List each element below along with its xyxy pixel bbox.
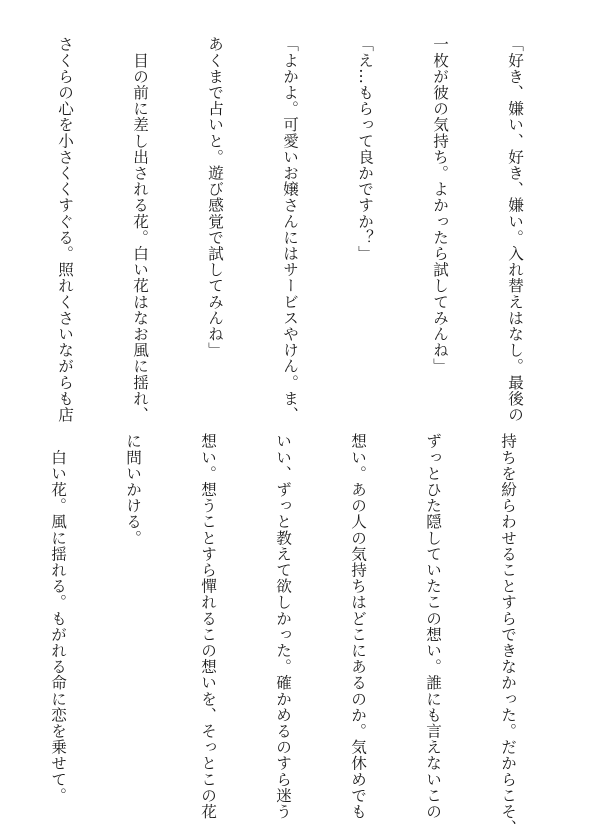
text-line: 想い。あの人の気持ちはどこにあるのか。気休めでも (349, 433, 367, 820)
lower-text-block (0, 433, 570, 836)
text-line: 「よかよ。可愛いお嬢さんにはサービスやけん。ま、 (281, 36, 299, 423)
text-line: ずっとひた隠していたこの想い。誰にも言えないこの (424, 433, 442, 820)
text-line: あくまで占いと。遊び感覚で試してみんね」 (206, 36, 224, 358)
text-line: 白い花。風に揺れる。もがれる命に恋を乗せて。 (49, 433, 67, 804)
text-line: 目の前に差し出される花。白い花はなお風に揺れ、 (131, 36, 149, 423)
text-line: に問いかける。 (124, 433, 142, 546)
text-line (0, 36, 2, 401)
text-line: いい、ずっと教えて欲しかった。確かめるのすら迷う (274, 433, 292, 820)
text-line: 持ちを紛らわせることすらできなかった。だからこそ、 (499, 433, 517, 836)
text-line: 「え…もらって良かですか？」 (356, 36, 374, 262)
text-line: 「好き、嫌い、好き、嫌い。入れ替えはなし。最後の (506, 36, 524, 423)
upper-text-block (0, 36, 577, 423)
text-line: さくらの心を小さくくすぐる。照れくさいながらも店 (56, 36, 74, 423)
text-line: 想い。想うことすら憚れるこの想いを、そっとこの花 (199, 433, 217, 820)
text-line: 一枚が彼の気持ち。よかったら試してみんね」 (431, 36, 449, 375)
